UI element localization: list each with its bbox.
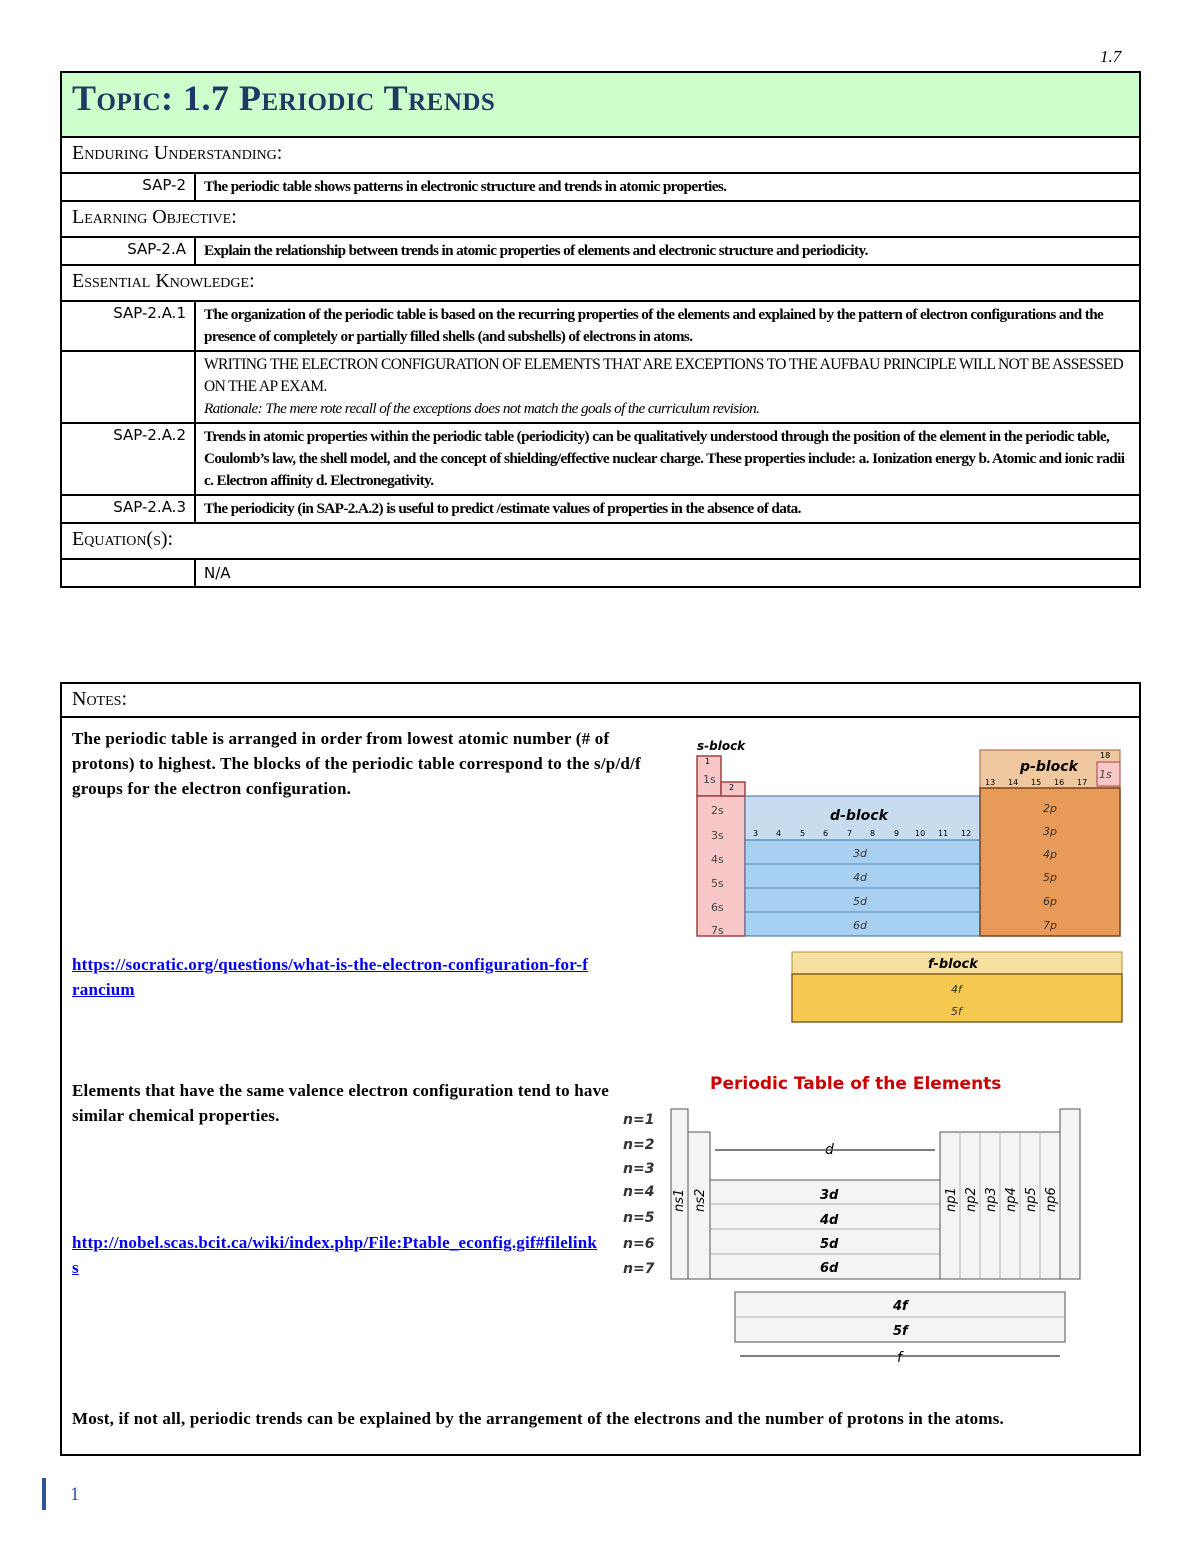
s-block-region <box>697 796 745 936</box>
notes-paragraph-3: Most, if not all, periodic trends can be explained by the arrangement of the electrons and the number of protons in the atoms. <box>72 1409 1005 1428</box>
p-col-label-6: np6 <box>1044 1187 1059 1212</box>
notes-paragraph-2: Elements that have the same valence electron configuration tend to have similar chemical properties. <box>72 1081 610 1125</box>
p-corner-label: 1s <box>1099 768 1112 781</box>
p-col-label-1: np1 <box>944 1187 959 1212</box>
d-block-label: d-block <box>830 808 888 824</box>
p-label-4p: 4p <box>1043 848 1057 861</box>
period-5: n=5 <box>623 1210 655 1226</box>
bcit-link[interactable]: http://nobel.scas.bcit.ca/wiki/index.php/File:Ptable_econfig.gif#filelinks <box>72 1233 598 1277</box>
group-d-6: 6 <box>823 829 829 838</box>
group-s-2: 2 <box>729 783 735 792</box>
group-p-13: 13 <box>985 778 996 787</box>
d-row-4d: 4d <box>820 1213 839 1228</box>
enduring-code: SAP-2 <box>61 173 195 201</box>
group-d-4: 4 <box>776 829 782 838</box>
period-3: n=3 <box>623 1161 655 1177</box>
group-p-18: 18 <box>1100 751 1111 760</box>
d-arrow-label: d <box>825 1142 834 1158</box>
period-6: n=6 <box>623 1236 655 1252</box>
exclusion-statement: WRITING THE ELECTRON CONFIGURATION OF ELEMENTS THAT ARE EXCEPTIONS TO THE AUFBAU PRINCIPLE WILL NOT BE ASSESSED ON THE AP EXAM. <box>204 356 1124 395</box>
objective-code: SAP-2.A <box>61 237 195 265</box>
s-col-label-1: ns1 <box>672 1188 687 1212</box>
group-p-14: 14 <box>1008 778 1019 787</box>
group-d-8: 8 <box>870 829 876 838</box>
econfig-diagram <box>615 1072 1130 1372</box>
group-s-1: 1 <box>705 757 711 766</box>
group-d-3: 3 <box>753 829 759 838</box>
enduring-text: The periodic table shows patterns in electronic structure and trends in atomic properties. <box>195 173 1140 201</box>
f-row-4f: 4f <box>893 1299 908 1314</box>
s-block-label: s-block <box>697 739 746 753</box>
p-label-2p: 2p <box>1043 802 1057 815</box>
f-label-5f: 5f <box>951 1005 962 1018</box>
s-label-2: 2s <box>711 804 724 817</box>
block-diagram <box>695 736 1130 1026</box>
topic-table <box>60 71 1141 588</box>
d-label-3d: 3d <box>853 847 867 860</box>
d-label-4d: 4d <box>853 871 867 884</box>
notes-box <box>60 682 1141 1456</box>
objective-heading: Learning Objective: <box>61 201 1140 237</box>
group-d-5: 5 <box>800 829 806 838</box>
f-label-4f: 4f <box>951 983 962 996</box>
s-label-5: 5s <box>711 877 724 890</box>
d-row-6d: 6d <box>820 1261 839 1276</box>
group-d-9: 9 <box>894 829 900 838</box>
notes-heading: Notes: <box>62 684 1139 718</box>
p-label-6p: 6p <box>1043 895 1057 908</box>
p-col-label-3: np3 <box>984 1187 999 1212</box>
p-label-3p: 3p <box>1043 825 1057 838</box>
equations-value: N/A <box>195 559 1140 587</box>
group-p-16: 16 <box>1054 778 1065 787</box>
group-d-11: 11 <box>938 829 949 838</box>
knowledge-heading: Essential Knowledge: <box>61 265 1140 301</box>
f-block-label: f-block <box>928 957 978 972</box>
group-p-15: 15 <box>1031 778 1042 787</box>
p-label-7p: 7p <box>1043 919 1057 932</box>
period-7: n=7 <box>623 1261 655 1277</box>
s-label-4: 4s <box>711 853 724 866</box>
enduring-heading: Enduring Understanding: <box>61 137 1140 173</box>
footer-accent-bar <box>42 1478 46 1510</box>
knowledge-code-2 <box>61 351 195 423</box>
period-1: n=1 <box>623 1112 655 1128</box>
rationale-text: Rationale: The mere rote recall of the exceptions does not match the goals of the curriculum revision. <box>204 400 760 417</box>
footer-page-number: 1 <box>70 1484 80 1505</box>
knowledge-text-3: Trends in atomic properties within the periodic table (periodicity) can be qualitatively understood through the position of the element in the periodic table, Coulomb’s law, the shell model, and the concept of shielding/effective nuclear charge. These properties include: a. Ionization energy b. Atomic and ionic radii c. Electron affinity d. Electronegativity. <box>195 423 1140 495</box>
s-label-7: 7s <box>711 924 724 937</box>
d-row-5d: 5d <box>820 1237 839 1252</box>
d-row-3d: 3d <box>820 1188 839 1203</box>
s-label-3: 3s <box>711 829 724 842</box>
equations-heading: Equation(s): <box>61 523 1140 559</box>
d-label-6d: 6d <box>853 919 867 932</box>
knowledge-code-3: SAP-2.A.2 <box>61 423 195 495</box>
group-d-12: 12 <box>961 829 972 838</box>
group-d-10: 10 <box>915 829 926 838</box>
f-row-5f: 5f <box>893 1324 908 1339</box>
p-block-label: p-block <box>1020 759 1078 775</box>
knowledge-code-4: SAP-2.A.3 <box>61 495 195 523</box>
group-d-7: 7 <box>847 829 853 838</box>
d-label-5d: 5d <box>853 895 867 908</box>
knowledge-text-4: The periodicity (in SAP-2.A.2) is useful to predict /estimate values of properties in the absence of data. <box>195 495 1140 523</box>
p-label-5p: 5p <box>1043 871 1057 884</box>
period-labels <box>623 1112 655 1277</box>
knowledge-code-1: SAP-2.A.1 <box>61 301 195 351</box>
knowledge-text-2 <box>195 351 1140 423</box>
group-p-17: 17 <box>1077 778 1088 787</box>
objective-text: Explain the relationship between trends in atomic properties of elements and electronic structure and periodicity. <box>195 237 1140 265</box>
notes-paragraph-1: The periodic table is arranged in order from lowest atomic number (# of protons) to highest. The blocks of the periodic table correspond to the s/p/d/f groups for the electron configuration. <box>72 729 641 798</box>
s-col-label-2: ns2 <box>693 1188 708 1212</box>
p-col-label-5: np5 <box>1024 1187 1039 1212</box>
f-arrow-label: f <box>897 1350 902 1366</box>
p-col-top <box>1060 1109 1080 1279</box>
econfig-title: Periodic Table of the Elements <box>710 1074 1002 1094</box>
s-label-6: 6s <box>711 901 724 914</box>
knowledge-text-1: The organization of the periodic table is based on the recurring properties of the elements and explained by the pattern of electron configurations and the presence of completely or partially filled shells (and subshells) of electrons in atoms. <box>195 301 1140 351</box>
s-label-1: 1s <box>703 773 716 786</box>
equations-code <box>61 559 195 587</box>
p-col-label-4: np4 <box>1004 1187 1019 1212</box>
p-col-label-2: np2 <box>964 1187 979 1212</box>
page-header-number: 1.7 <box>1100 47 1122 66</box>
period-2: n=2 <box>623 1137 655 1153</box>
period-4: n=4 <box>623 1184 655 1200</box>
topic-title: Topic: 1.7 Periodic Trends <box>61 72 1140 137</box>
socratic-link[interactable]: https://socratic.org/questions/what-is-the-electron-configuration-for-francium <box>72 955 589 999</box>
